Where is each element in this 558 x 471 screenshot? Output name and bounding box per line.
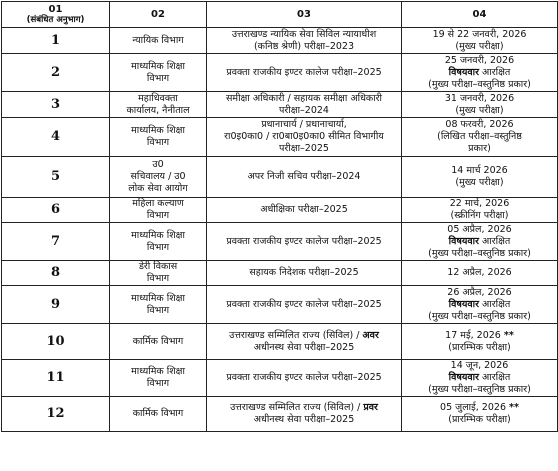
exam-date-cell xyxy=(402,286,558,324)
cell-line xyxy=(404,330,555,342)
exam-date-cell xyxy=(402,198,558,223)
exam-name-cell xyxy=(207,54,402,92)
bold-text: ** xyxy=(503,329,514,341)
cell-line xyxy=(209,330,399,342)
exam-name-cell xyxy=(207,397,402,432)
cell-line: 19 से 22 जनवरी, 2026 xyxy=(432,28,527,40)
row-number: 5 xyxy=(2,157,110,198)
cell-line: सचिवालय / उ0 xyxy=(130,171,186,182)
cell-line: प्रकार) xyxy=(468,143,491,154)
cell-line: विभाग xyxy=(146,273,170,284)
exam-date-cell xyxy=(402,92,558,118)
exam-schedule-table xyxy=(1,1,558,432)
cell-line: माध्यमिक शिक्षा xyxy=(131,125,185,136)
table-row xyxy=(2,360,558,397)
bold-text: विषयवार xyxy=(448,298,480,310)
cell-text: आरक्षित xyxy=(479,66,511,78)
cell-line: (कनिष्ठ श्रेणी) परीक्षा–2023 xyxy=(253,40,355,52)
cell-line: कार्यालय, नैनीताल xyxy=(126,104,190,116)
exam-date-cell xyxy=(402,54,558,92)
cell-text: आरक्षित xyxy=(479,298,511,310)
cell-line: लोक सेवा आयोग xyxy=(128,183,188,194)
table-row xyxy=(2,223,558,261)
cell-text: उत्तराखण्ड सम्मिलित राज्य (सिविल) / xyxy=(230,402,364,413)
row-number: 9 xyxy=(2,286,110,324)
cell-text: 05 जुलाई, 2026 xyxy=(440,402,510,413)
cell-line: 31 जनवरी, 2026 xyxy=(444,92,515,104)
cell-line: माध्यमिक शिक्षा xyxy=(131,60,185,72)
row-number: 1 xyxy=(2,28,110,54)
cell-line: उत्तराखण्ड न्यायिक सेवा सिविल न्यायाधीश xyxy=(231,28,377,40)
table-row xyxy=(2,118,558,157)
cell-line: विभाग xyxy=(146,210,170,221)
table-row xyxy=(2,198,558,223)
header-col-03: 03 xyxy=(207,2,402,28)
cell-line: अधीक्षिका परीक्षा–2025 xyxy=(260,204,348,215)
cell-line xyxy=(404,414,555,426)
row-number: 3 xyxy=(2,92,110,118)
table-row xyxy=(2,28,558,54)
department-cell xyxy=(110,286,207,324)
exam-date-cell xyxy=(402,261,558,286)
cell-line: 12 अप्रैल, 2026 xyxy=(447,267,512,278)
cell-line: विभाग xyxy=(146,378,170,389)
exam-date-cell xyxy=(402,360,558,397)
cell-line: विभाग xyxy=(146,241,170,253)
department-cell xyxy=(110,261,207,286)
row-number: 7 xyxy=(2,223,110,261)
bold-text: प्रवर xyxy=(363,402,378,413)
bold-text: ** xyxy=(509,402,519,413)
exam-name-cell xyxy=(207,286,402,324)
cell-text: (प्रारम्भिक परीक्षा) xyxy=(448,414,511,425)
cell-text: (मुख्य परीक्षा–वस्तुनिष्ठ प्रकार) xyxy=(428,310,531,322)
cell-line xyxy=(209,402,399,414)
cell-line: विभाग xyxy=(146,137,170,148)
row-number: 2 xyxy=(2,54,110,92)
exam-name-cell xyxy=(207,157,402,198)
exam-name-cell xyxy=(207,360,402,397)
cell-line xyxy=(404,360,555,372)
cell-line xyxy=(404,372,555,384)
cell-text: (मुख्य परीक्षा–वस्तुनिष्ठ प्रकार) xyxy=(428,247,531,259)
cell-text: (प्रारम्भिक परीक्षा) xyxy=(448,341,511,353)
cell-text: 26 अप्रैल, 2026 xyxy=(447,286,512,298)
bold-text: अवर xyxy=(362,329,379,341)
cell-text: 05 अप्रैल, 2026 xyxy=(447,223,512,235)
cell-line xyxy=(209,342,399,354)
row-number: 8 xyxy=(2,261,110,286)
row-number: 12 xyxy=(2,397,110,432)
cell-line xyxy=(404,311,555,323)
department-cell xyxy=(110,198,207,223)
header-col-04: 04 xyxy=(402,2,558,28)
table-row xyxy=(2,261,558,286)
cell-text: आरक्षित xyxy=(479,372,511,383)
cell-line xyxy=(404,248,555,260)
row-number: 6 xyxy=(2,198,110,223)
cell-text: 17 मई, 2026 xyxy=(445,329,504,341)
department-cell xyxy=(110,157,207,198)
cell-line: (मुख्य परीक्षा) xyxy=(455,40,504,52)
cell-line: समीक्षा अधिकारी / सहायक समीक्षा अधिकारी xyxy=(225,92,383,104)
exam-date-cell xyxy=(402,28,558,54)
cell-text: (मुख्य परीक्षा–वस्तुनिष्ठ प्रकार) xyxy=(428,78,531,90)
table-row xyxy=(2,286,558,324)
table-body xyxy=(2,28,558,432)
cell-line: परीक्षा–2024 xyxy=(279,104,329,116)
cell-text: उत्तराखण्ड सम्मिलित राज्य (सिविल) / xyxy=(229,329,363,341)
exam-name-cell xyxy=(207,223,402,261)
cell-line xyxy=(404,55,555,67)
row-number: 10 xyxy=(2,324,110,360)
header-col-01-label: 01 xyxy=(48,4,63,15)
cell-line: कार्मिक विभाग xyxy=(132,335,184,347)
department-cell xyxy=(110,360,207,397)
cell-line: प्रवक्ता राजकीय इण्टर कालेज परीक्षा–2025 xyxy=(226,298,382,310)
header-col-02: 02 xyxy=(110,2,207,28)
cell-line xyxy=(404,67,555,79)
cell-line: प्रवक्ता राजकीय इण्टर कालेज परीक्षा–2025 xyxy=(226,66,382,78)
cell-line xyxy=(404,224,555,236)
cell-line: (मुख्य परीक्षा) xyxy=(455,104,504,116)
table-row xyxy=(2,92,558,118)
cell-line: प्रधानाचार्य / प्रधानाचार्या, xyxy=(261,119,347,130)
cell-line xyxy=(404,299,555,311)
department-cell xyxy=(110,118,207,157)
cell-line: माध्यमिक शिक्षा xyxy=(131,229,185,241)
cell-line: (मुख्य परीक्षा) xyxy=(455,177,504,188)
cell-text: 25 जनवरी, 2026 xyxy=(444,54,515,66)
cell-line: माध्यमिक शिक्षा xyxy=(131,292,185,304)
exam-name-cell xyxy=(207,118,402,157)
cell-line: विभाग xyxy=(146,304,170,316)
cell-line: महिला कल्याण xyxy=(132,198,184,209)
cell-line xyxy=(404,384,555,396)
exam-date-cell xyxy=(402,118,558,157)
cell-line: अपर निजी सचिव परीक्षा–2024 xyxy=(247,171,361,182)
exam-name-cell xyxy=(207,28,402,54)
cell-line: 08 फरवरी, 2026 xyxy=(445,119,514,130)
exam-date-cell xyxy=(402,324,558,360)
cell-text: आरक्षित xyxy=(479,235,511,247)
exam-name-cell xyxy=(207,92,402,118)
table-row xyxy=(2,157,558,198)
exam-date-cell xyxy=(402,223,558,261)
cell-line: सहायक निदेशक परीक्षा–2025 xyxy=(249,267,359,278)
cell-text: अधीनस्थ सेवा परीक्षा–2025 xyxy=(253,341,355,353)
cell-line: रा0इ0का0 / रा0बा0इ0का0 सीमित विभागीय xyxy=(224,131,384,142)
department-cell xyxy=(110,54,207,92)
cell-line xyxy=(209,414,399,426)
cell-text: (मुख्य परीक्षा–वस्तुनिष्ठ प्रकार) xyxy=(428,384,531,395)
cell-line: प्रवक्ता राजकीय इण्टर कालेज परीक्षा–2025 xyxy=(226,235,382,247)
bold-text: विषयवार xyxy=(448,235,480,247)
cell-line: (लिखित परीक्षा–वस्तुनिष्ठ xyxy=(437,131,522,142)
header-col-01-sub: (संबंधित अनुभाग) xyxy=(26,15,85,25)
department-cell xyxy=(110,223,207,261)
table-row xyxy=(2,54,558,92)
exam-name-cell xyxy=(207,324,402,360)
row-number: 4 xyxy=(2,118,110,157)
table-row xyxy=(2,324,558,360)
cell-line xyxy=(404,236,555,248)
cell-line: 22 मार्च, 2026 xyxy=(449,198,510,209)
cell-line: न्यायिक विभाग xyxy=(132,34,184,46)
bold-text: विषयवार xyxy=(448,66,480,78)
department-cell xyxy=(110,28,207,54)
cell-line: महाधिवक्ता xyxy=(138,92,178,104)
cell-line: डेरी विकास xyxy=(138,261,178,272)
department-cell xyxy=(110,397,207,432)
cell-line: विभाग xyxy=(146,72,170,84)
department-cell xyxy=(110,324,207,360)
cell-line xyxy=(404,79,555,91)
bold-text: विषयवार xyxy=(448,372,480,383)
cell-line: (स्क्रीनिंग परीक्षा) xyxy=(450,210,509,221)
cell-line xyxy=(404,402,555,414)
cell-line xyxy=(404,342,555,354)
cell-line: परीक्षा–2025 xyxy=(279,143,329,154)
header-col-01 xyxy=(2,2,110,28)
cell-line: 14 मार्च 2026 xyxy=(451,165,508,176)
row-number: 11 xyxy=(2,360,110,397)
cell-line: माध्यमिक शिक्षा xyxy=(131,366,185,377)
cell-line xyxy=(404,287,555,299)
table-header-row xyxy=(2,2,558,28)
cell-text: अधीनस्थ सेवा परीक्षा–2025 xyxy=(253,414,355,425)
exam-date-cell xyxy=(402,397,558,432)
exam-date-cell xyxy=(402,157,558,198)
exam-name-cell xyxy=(207,198,402,223)
cell-line: कार्मिक विभाग xyxy=(132,408,184,419)
department-cell xyxy=(110,92,207,118)
cell-line: प्रवक्ता राजकीय इण्टर कालेज परीक्षा–2025 xyxy=(226,372,382,383)
cell-text: 14 जून, 2026 xyxy=(450,360,509,371)
cell-line: उ0 xyxy=(152,159,164,170)
table-row xyxy=(2,397,558,432)
exam-name-cell xyxy=(207,261,402,286)
